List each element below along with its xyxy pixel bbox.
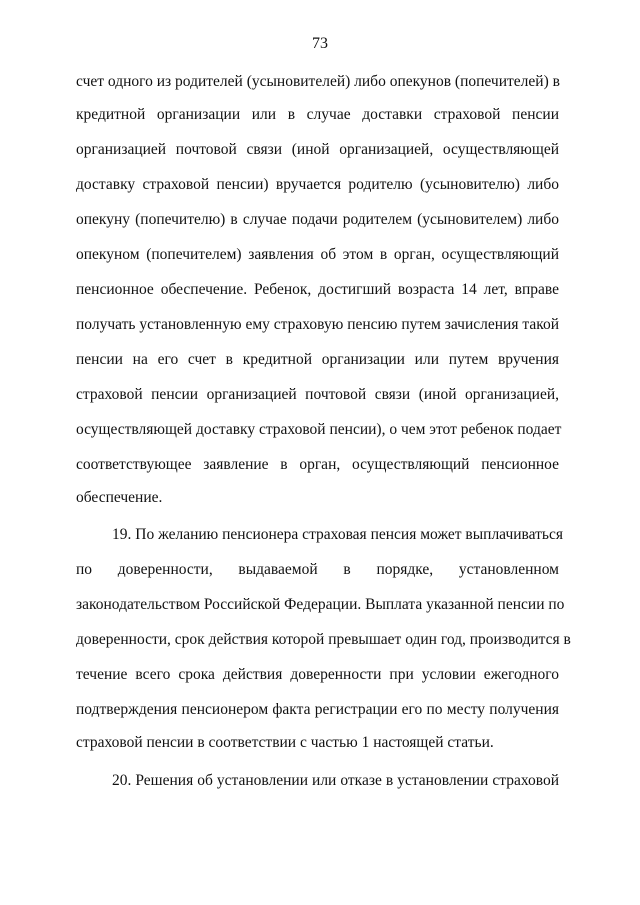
- text-line: пенсии на его счет в кредитной организации или путем вручения: [76, 351, 559, 368]
- text-line: опекуном (попечителем) заявления об этом в орган, осуществляющий: [76, 246, 559, 263]
- text-line: организацией почтовой связи (иной организацией, осуществляющей: [76, 141, 559, 158]
- text-line: счет одного из родителей (усыновителей) либо опекунов (попечителей) в: [76, 73, 560, 90]
- paragraph-20-first-line: 20. Решения об установлении или отказе в установлении страховой: [112, 772, 559, 789]
- text-line: доверенности, срок действия которой превышает один год, производится в: [76, 631, 571, 648]
- text-line: течение всего срока действия доверенности при условии ежегодного: [76, 666, 559, 683]
- text-line: подтверждения пенсионером факта регистрации его по месту получения: [76, 701, 559, 718]
- text-line: получать установленную ему страховую пенсию путем зачисления такой: [76, 316, 559, 333]
- text-line: соответствующее заявление в орган, осуществляющий пенсионное: [76, 456, 559, 473]
- text-line: страховой пенсии организацией почтовой связи (иной организацией,: [76, 386, 559, 403]
- text-line: обеспечение.: [76, 489, 163, 506]
- paragraph-19-first-line: 19. По желанию пенсионера страховая пенсия может выплачиваться: [112, 526, 563, 543]
- text-line: пенсионное обеспечение. Ребенок, достигший возраста 14 лет, вправе: [76, 281, 559, 298]
- text-line: кредитной организации или в случае доставки страховой пенсии: [76, 106, 559, 123]
- text-line: законодательством Российской Федерации. Выплата указанной пенсии по: [76, 596, 565, 613]
- text-line: осуществляющей доставку страховой пенсии), о чем этот ребенок подает: [76, 421, 562, 438]
- text-line: по доверенности, выдаваемой в порядке, установленном: [76, 561, 559, 578]
- text-line: доставку страховой пенсии) вручается родителю (усыновителю) либо: [76, 176, 559, 193]
- text-line: опекуну (попечителю) в случае подачи родителем (усыновителем) либо: [76, 211, 559, 228]
- page-number: 73: [312, 35, 328, 52]
- text-line: страховой пенсии в соответствии с частью 1 настоящей статьи.: [76, 734, 494, 751]
